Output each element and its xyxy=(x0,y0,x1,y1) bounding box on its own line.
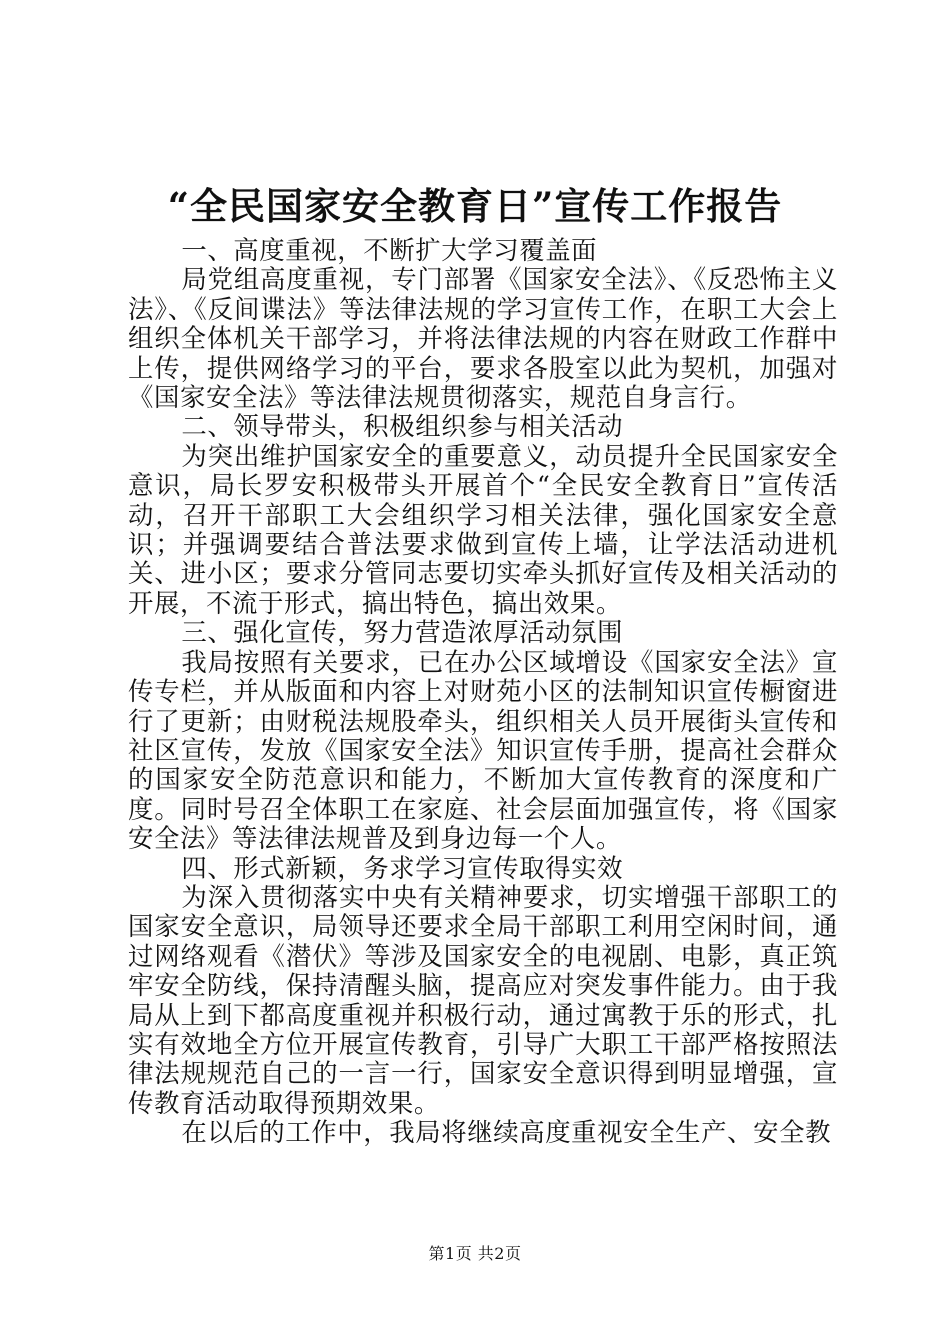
section-paragraph-2: 为突出维护国家安全的重要意义，动员提升全民国家安全意识，局长罗安积极带头开展首个“全民安全教育日”宣传活动，召开干部职工大会组织学习相关法律，强化国家安全意识；并强调要结合普法要求做到宣传上墙，让学法活动进机关、进小区；要求分管同志要切实牵头抓好宣传及相关活动的开展，不流于形式，搞出特色，搞出效果。 xyxy=(128,440,838,618)
document-body xyxy=(128,236,838,1148)
page-footer: 第1页 共2页 xyxy=(428,1244,522,1263)
section-heading-2: 二、领导带头，积极组织参与相关活动 xyxy=(181,411,624,442)
section-paragraph-4: 为深入贯彻落实中央有关精神要求，切实增强干部职工的国家安全意识，局领导还要求全局干部职工利用空闲时间，通过网络观看《潜伏》等涉及国家安全的电视剧、电影，真正筑牢安全防线，保持清醒头脑，提高应对突发事件能力。由于我局从上到下都高度重视并积极行动，通过寓教于乐的形式，扎实有效地全方位开展宣传教育，引导广大职工干部严格按照法律法规规范自己的一言一行，国家安全意识得到明显增强，宣传教育活动取得预期效果。 xyxy=(128,881,838,1118)
document-title: “全民国家安全教育日”宣传工作报告 xyxy=(167,184,783,228)
section-paragraph-3: 我局按照有关要求，已在办公区域增设《国家安全法》宣传专栏，并从版面和内容上对财苑小区的法制知识宣传橱窗进行了更新；由财税法规股牵头，组织相关人员开展街头宣传和社区宣传，发放《国家安全法》知识宣传手册，提高社会群众的国家安全防范意识和能力，不断加大宣传教育的深度和广度。同时号召全体职工在家庭、社会层面加强宣传，将《国家安全法》等法律法规普及到身边每一个人。 xyxy=(128,646,838,854)
section-heading-1: 一、高度重视，不断扩大学习覆盖面 xyxy=(181,235,598,265)
closing-paragraph: 在以后的工作中，我局将继续高度重视安全生产、安全教 xyxy=(181,1117,832,1148)
section-heading-3: 三、强化宣传，努力营造浓厚活动氛围 xyxy=(181,617,624,648)
section-paragraph-1: 局党组高度重视，专门部署《国家安全法》、《反恐怖主义法》、《反间谍法》等法律法规的学习宣传工作，在职工大会上组织全体机关干部学习，并将法律法规的内容在财政工作群中上传，提供网络学习的平台，要求各股室以此为契机，加强对《国家安全法》等法律法规贯彻落实，规范自身言行。 xyxy=(128,264,838,413)
section-heading-4: 四、形式新颖，务求学习宣传取得实效 xyxy=(181,852,624,883)
